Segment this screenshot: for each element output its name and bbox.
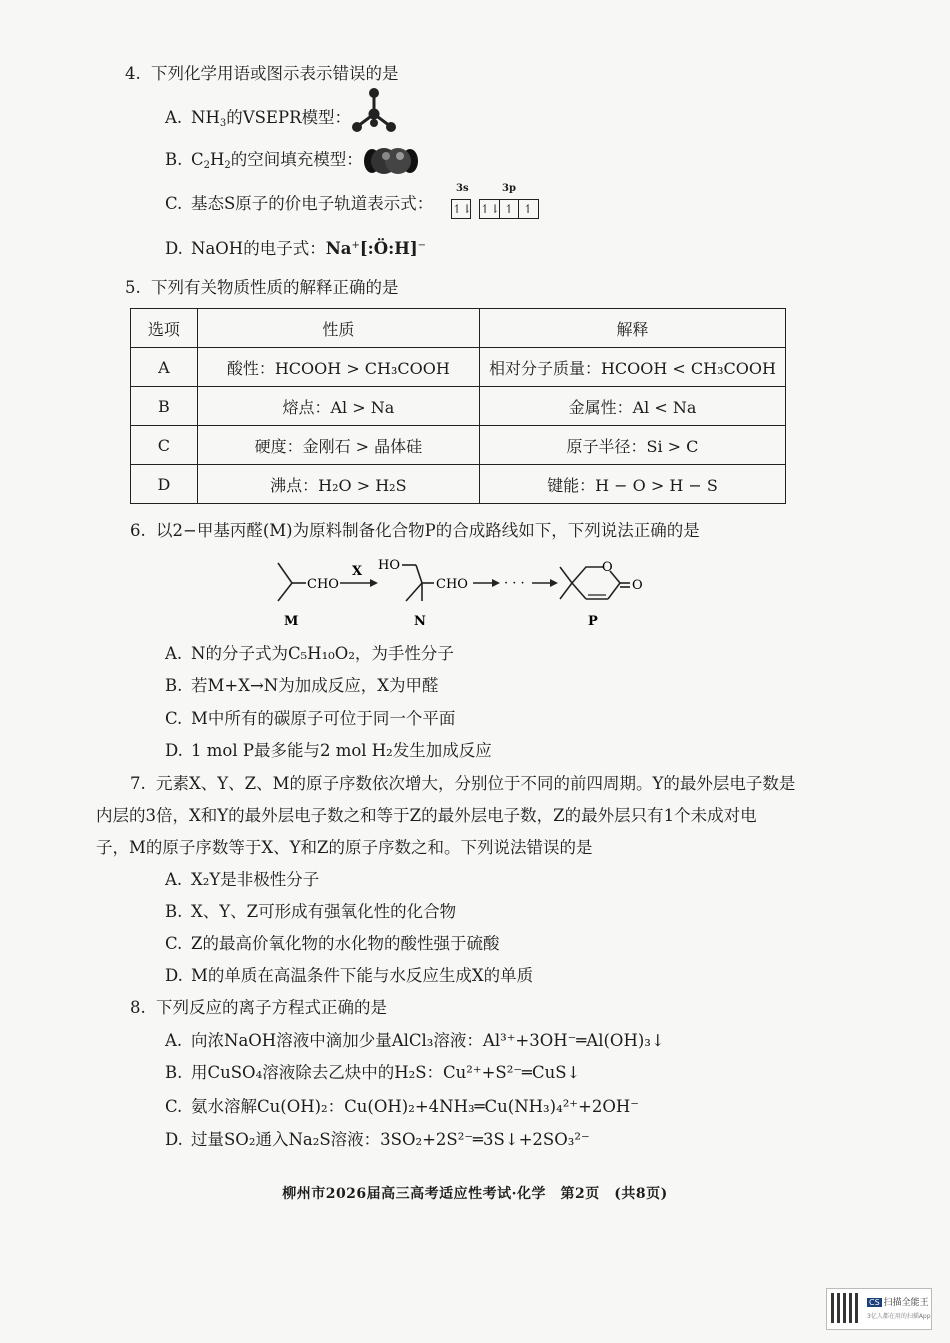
- q6-stem: 6. 以2−甲基丙醛(M)为原料制备化合物P的合成路线如下，下列说法正确的是: [130, 521, 700, 540]
- orbital-3p-label: 3p: [502, 183, 516, 194]
- ring-o-label: O: [602, 560, 613, 575]
- q6-option-c: C. M中所有的碳原子可位于同一个平面: [165, 709, 456, 728]
- p-label: P: [588, 614, 598, 629]
- reagent-x-label: X: [352, 564, 363, 579]
- q5-table: [130, 308, 786, 504]
- q6-option-a: A. N的分子式为C₅H₁₀O₂，为手性分子: [165, 644, 454, 663]
- q7-option-d: D. M的单质在高温条件下能与水反应生成X的单质: [165, 966, 534, 985]
- q5-stem: 5. 下列有关物质性质的解释正确的是: [125, 278, 399, 297]
- q4-stem: 4. 下列化学用语或图示表示错误的是: [125, 64, 399, 83]
- q7-stem-line1: 7. 元素X、Y、Z、M的原子序数依次增大，分别位于不同的前四周期。Y的最外层电子数是: [130, 774, 796, 793]
- n-ho-label: HO: [378, 558, 400, 573]
- header-property: 性质: [197, 309, 479, 348]
- table-row: B 熔点：Al > Na 金属性：Al < Na: [131, 387, 786, 426]
- ellipsis: · · ·: [504, 576, 525, 591]
- q7-stem-line3: 子，M的原子序数等于X、Y和Z的原子序数之和。下列说法错误的是: [96, 838, 593, 857]
- orbital-3s-label: 3s: [456, 183, 469, 194]
- scanner-watermark: CS 扫描全能王 3亿人都在用的扫描App: [826, 1288, 932, 1330]
- orbital-3s-box: ↿⇂: [451, 199, 471, 219]
- table-row: D 沸点：H₂O > H₂S 键能：H − O > H − S: [131, 465, 786, 504]
- q8-option-d: D. 过量SO₂通入Na₂S溶液：3SO₂+2S²⁻═3S↓+2SO₃²⁻: [165, 1130, 590, 1149]
- synthesis-scheme: [270, 553, 660, 633]
- carbonyl-o-label: O: [632, 578, 643, 593]
- orbital-3p-box: ↿⇂ ↿ ↿: [479, 199, 539, 219]
- q8-stem: 8. 下列反应的离子方程式正确的是: [130, 998, 387, 1017]
- header-explanation: 解释: [479, 309, 785, 348]
- page-footer: 柳州市2026届高三高考适应性考试·化学 第2页 (共8页): [282, 1186, 668, 1202]
- q7-option-c: C. Z的最高价氧化物的水化物的酸性强于硫酸: [165, 934, 500, 953]
- q7-option-b: B. X、Y、Z可形成有强氧化性的化合物: [165, 902, 457, 921]
- header-option: 选项: [131, 309, 198, 348]
- vsepr-model-image: [350, 86, 398, 136]
- m-cho-label: CHO: [307, 577, 339, 592]
- table-row: C 硬度：金刚石 > 晶体硅 原子半径：Si > C: [131, 426, 786, 465]
- q4-option-c: C. 基态S原子的价电子轨道表示式：: [165, 194, 434, 213]
- q8-option-b: B. 用CuSO₄溶液除去乙炔中的H₂S：Cu²⁺+S²⁻═CuS↓: [165, 1063, 581, 1082]
- table-row: A 酸性：HCOOH > CH₃COOH 相对分子质量：HCOOH < CH₃COOH: [131, 348, 786, 387]
- cs-logo-icon: CS: [869, 1298, 880, 1307]
- space-filling-model-image: [364, 146, 418, 176]
- q8-option-a: A. 向浓NaOH溶液中滴加少量AlCl₃溶液：Al³⁺+3OH⁻═Al(OH)₃↓: [165, 1031, 665, 1050]
- n-cho-label: CHO: [436, 577, 468, 592]
- q7-option-a: A. X₂Y是非极性分子: [165, 870, 320, 889]
- n-label: N: [414, 614, 426, 629]
- qr-code-icon: [831, 1293, 861, 1323]
- m-label: M: [284, 614, 299, 629]
- q7-stem-line2: 内层的3倍，X和Y的最外层电子数之和等于Z的最外层电子数，Z的最外层只有1个未成对电: [96, 806, 757, 825]
- q4-option-d: D. NaOH的电子式：Na+[:Ö:H]−: [165, 239, 427, 258]
- q4-option-b: B. $C_2H_2$的空间填充模型：: [165, 150, 363, 171]
- q6-option-b: B. 若M+X→N为加成反应，X为甲醛: [165, 676, 439, 695]
- q6-option-d: D. 1 mol P最多能与2 mol H₂发生加成反应: [165, 741, 492, 760]
- table-header-row: [131, 309, 786, 348]
- q8-option-c: C. 氨水溶解Cu(OH)₂：Cu(OH)₂+4NH₃═Cu(NH₃)₄²⁺+2OH⁻: [165, 1097, 639, 1116]
- q4-option-a: A. $NH_3$的VSEPR模型：: [165, 108, 351, 129]
